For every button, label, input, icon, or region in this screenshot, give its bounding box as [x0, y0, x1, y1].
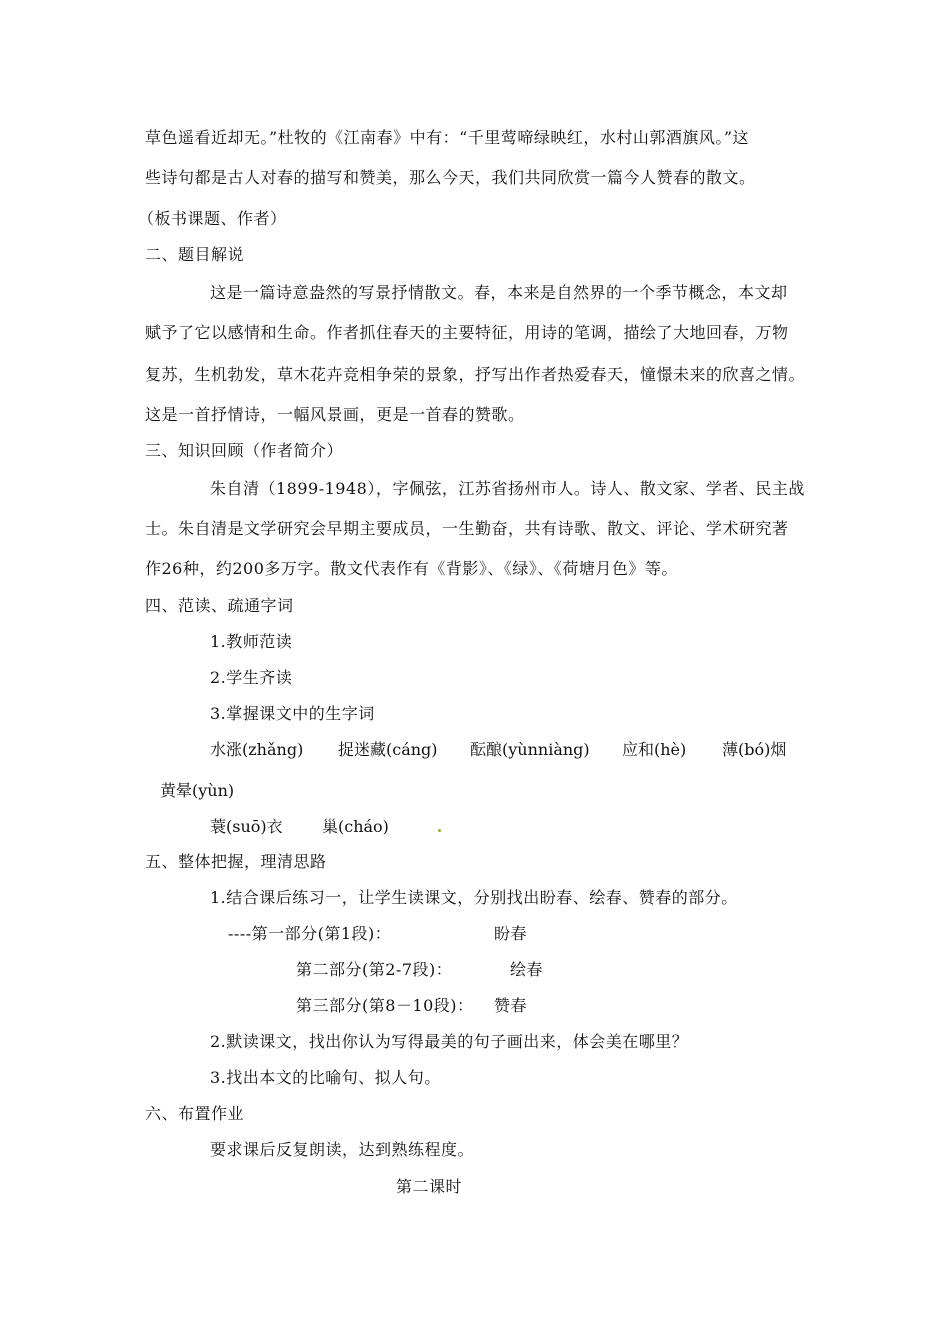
section3-line-2: 士。朱自清是文学研究会早期主要成员，一生勤奋，共有诗歌、散文、评论、学术研究著 [145, 519, 789, 538]
section3-line-1: 朱自清（1899-1948），字佩弦，江苏省扬州市人。诗人、散文家、学者、民主战 [210, 479, 805, 498]
part-label: 第三部分(第8－10段)： [296, 996, 474, 1015]
section4-item-1: 1.教师范读 [210, 632, 293, 651]
part-label: 第二部分(第2-7段)： [296, 960, 453, 979]
section3-line-3: 作26种，约200多万字。散文代表作有《背影》、《绿》、《荷塘月色》等。 [145, 559, 678, 578]
intro-line-2: 些诗句都是古人对春的描写和赞美，那么今天，我们共同欣赏一篇今人赞春的散文。 [145, 168, 756, 187]
section2-line-3: 复苏，生机勃发，草木花卉竞相争荣的景象，抒写出作者热爱春天，憧憬未来的欣喜之情。 [145, 365, 806, 384]
section5-item-2: 2.默读课文，找出你认为写得最美的句子画出来，体会美在哪里？ [210, 1032, 689, 1051]
section4-item-3: 3.掌握课文中的生字词 [210, 704, 375, 723]
section6-line: 要求课后反复朗读，达到熟练程度。 [210, 1140, 475, 1159]
section2-line-1: 这是一篇诗意盎然的写景抒情散文。春，本来是自然界的一个季节概念，本文却 [210, 283, 788, 302]
section-heading-4: 四、范读、疏通字词 [145, 596, 294, 615]
lesson-title: 第二课时 [396, 1177, 463, 1196]
stray-dot [438, 829, 441, 832]
section5-item-1: 1.结合课后练习一，让学生读课文，分别找出盼春、绘春、赞春的部分。 [210, 888, 738, 907]
vocab-word: 薄(bó)烟 [722, 740, 787, 759]
vocab-word: 黄晕(yùn) [160, 781, 235, 800]
vocab-word: 巢(cháo) [322, 817, 389, 836]
vocab-word: 捉迷藏(cáng) [338, 740, 438, 759]
section-heading-5: 五、整体把握，理清思路 [145, 852, 327, 871]
vocab-word: 酝酿(yùnniàng) [470, 740, 590, 759]
part-name: 赞春 [494, 996, 528, 1015]
section-heading-3: 三、知识回顾（作者简介） [145, 441, 344, 460]
part-name: 盼春 [494, 924, 528, 943]
board-note: （板书课题、作者） [138, 209, 287, 228]
section5-item-3: 3.找出本文的比喻句、拟人句。 [210, 1068, 441, 1087]
section4-item-2: 2.学生齐读 [210, 668, 293, 687]
section2-line-4: 这是一首抒情诗，一幅风景画，更是一首春的赞歌。 [145, 405, 525, 424]
vocab-word: 应和(hè) [622, 740, 687, 759]
part-name: 绘春 [510, 960, 544, 979]
part-label: ----第一部分(第1段)： [228, 924, 392, 943]
vocab-word: 水涨(zhǎng) [210, 740, 304, 759]
section-heading-6: 六、布置作业 [145, 1104, 245, 1123]
vocab-word: 蓑(suō)衣 [210, 817, 283, 836]
section2-line-2: 赋予了它以感情和生命。作者抓住春天的主要特征，用诗的笔调，描绘了大地回春，万物 [145, 323, 789, 342]
section-heading-2: 二、题目解说 [145, 245, 245, 264]
intro-line-1: 草色遥看近却无。”杜牧的《江南春》中有：“千里莺啼绿映红，水村山郭酒旗风。”这 [145, 128, 750, 147]
